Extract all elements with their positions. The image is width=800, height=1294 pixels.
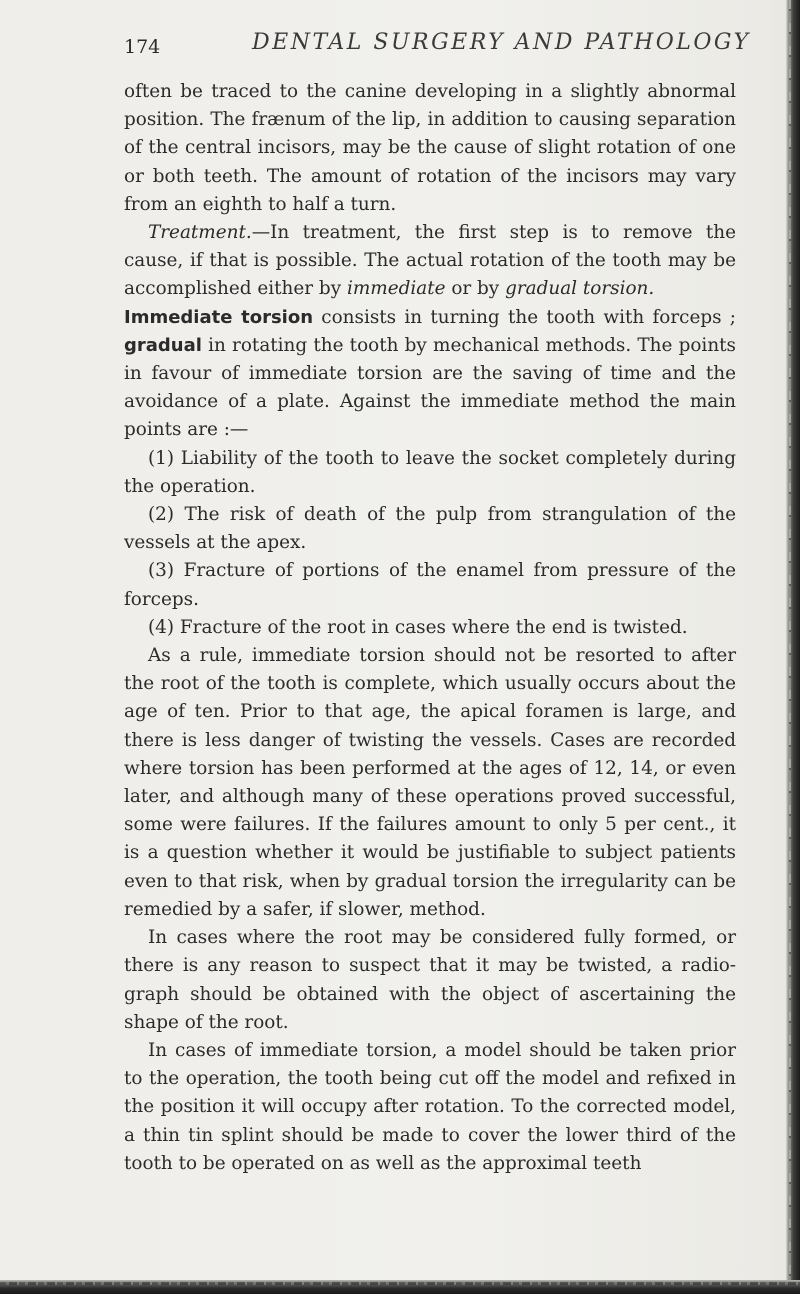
- paragraph-immediate-torsion: Immediate torsion consists in turning the tooth with forceps ; gradual in rotating the tooth by mechanical methods. The points in favour of immediate torsion are the saving of time and the avoidance of a plate. Against the immediate method the main points are :—: [124, 306, 737, 441]
- page-header: [124, 30, 751, 60]
- page-number: 174: [124, 36, 161, 58]
- list-item-4: (4) Fracture of the root in cases where the end is twisted.: [148, 616, 688, 638]
- treatment-heading: Treatment.: [148, 222, 252, 244]
- page-bottom-edge: [0, 1280, 800, 1294]
- list-item-2: (2) The risk of death of the pulp from strangulation of the vessels at the apex.: [124, 504, 736, 554]
- term-gradual: gradual: [124, 334, 202, 356]
- body-text: [124, 78, 736, 1178]
- paragraph-model: In cases of immediate torsion, a model should be taken prior to the operation, the tooth being cut off the model and refixed in the position it will occupy after rotation. To the corrected model, a thin tin splint should be made to cover the lower third of the tooth to be operated on as well as the approximal teeth: [124, 1039, 736, 1174]
- list-item-1: (1) Liability of the tooth to leave the socket completely during the operation.: [124, 447, 736, 497]
- term-immediate-torsion: Immediate torsion: [124, 306, 314, 328]
- term-gradual-torsion: gradual torsion.: [505, 278, 655, 300]
- paragraph-treatment: Treatment.—In treatment, the first step is to remove the cause, if that is possible. The actual rotation of the tooth may be accomplished either by immediate or by gradual torsion.: [124, 222, 736, 300]
- running-head: DENTAL SURGERY AND PATHOLOGY: [252, 30, 751, 55]
- list-item-3: (3) Fracture of portions of the enamel from pressure of the forceps.: [124, 560, 736, 610]
- paragraph-continuation: often be traced to the canine developing in a slightly abnormal position. The frænum of the lip, in addition to causing separation of the central incisors, may be the cause of slight rotation of one or both teeth. The amount of rotation of the incisors may vary from an eighth to half a turn.: [124, 81, 736, 215]
- paragraph-rule: As a rule, immediate torsion should not be resorted to after the root of the tooth is complete, which usually occurs about the age of ten. Prior to that age, the apical foramen is large, and there is less danger of twisting the vessels. Cases are recorded where torsion has been performed at the ages of 12, 14, or even later, and although many of these operations proved successful, some were failures. If the failures amount to only 5 per cent., it is a question whether it would be justifiable to subject patients even to that risk, when by gradual torsion the irregularity can be remedied by a safer, if slower, method.: [124, 645, 736, 920]
- page-binding-edge: [786, 0, 800, 1294]
- term-immediate: immediate: [346, 278, 446, 300]
- paragraph-radiograph: In cases where the root may be considered fully formed, or there is any reason to suspect that it may be twisted, a radio-graph should be obtained with the object of ascertaining the shape of the root.: [124, 927, 736, 1033]
